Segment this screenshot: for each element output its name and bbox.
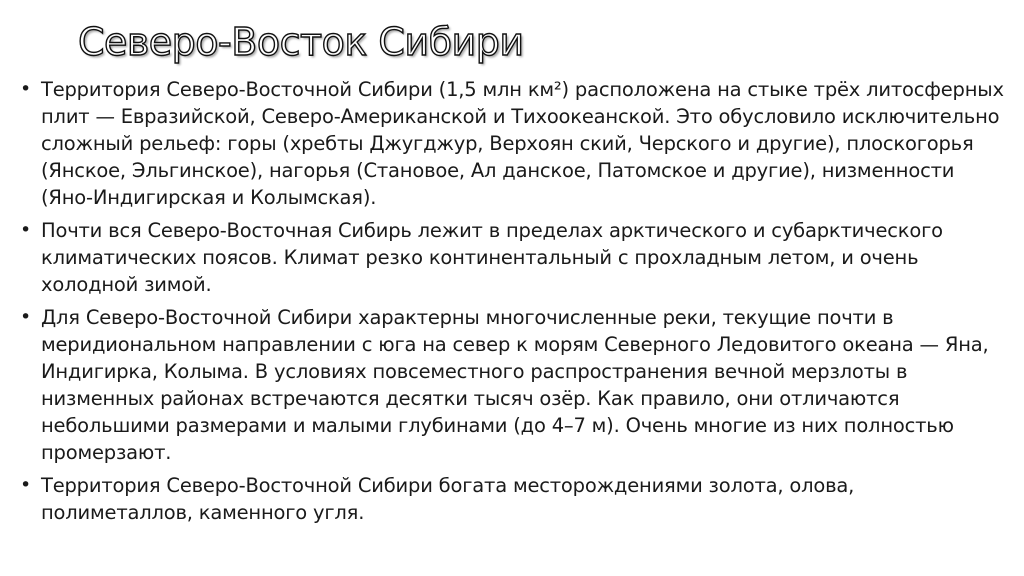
bullet-list: [18, 76, 1008, 532]
bullet-item-territory: [18, 76, 1008, 211]
bullet-text: Территория Северо-Восточной Сибири (1,5 млн км²) расположена на стыке трёх литосферных плит — Евразийской, Северо-Американской и Тихоокеанской. Это обусловило исключительно сложный рельеф: горы (хребты Джугджур, Верхоян ский, Черского и другие), плоскогорья (Янское, Эльгинское), нагорья (Становое, Ал данское, Патомское и другие), низменности (Яно-Индигирская и Колымская).: [41, 78, 1004, 209]
bullet-text: Почти вся Северо-Восточная Сибирь лежит в пределах арктического и субарктического климатических поясов. Климат резко континентальный с прохладным летом, и очень холодной зимой.: [41, 219, 943, 296]
bullet-text: Территория Северо-Восточной Сибири богата месторождениями золота, олова, полиметаллов, каменного угля.: [41, 474, 855, 524]
bullet-text: Для Северо-Восточной Сибири характерны многочисленные реки, текущие почти в меридиональном направлении с юга на север к морям Северного Ледовитого океана — Яна, Индигирка, Колыма. В условиях повсеместного распространения вечной мерзлоты в низменных районах встречаются десятки тысяч озёр. Как правило, они отличаются небольшими размерами и малыми глубинами (до 4–7 м). Очень многие из них полностью промерзают.: [41, 306, 989, 464]
bullet-dot-icon: •: [20, 474, 32, 496]
bullet-item-rivers: [18, 304, 1008, 466]
bullet-dot-icon: •: [20, 78, 32, 100]
bullet-item-climate: [18, 217, 1008, 298]
bullet-dot-icon: •: [20, 219, 32, 241]
bullet-item-resources: [18, 472, 1008, 526]
bullet-dot-icon: •: [20, 306, 32, 328]
slide-title: Северо-Восток Сибири: [78, 20, 524, 64]
